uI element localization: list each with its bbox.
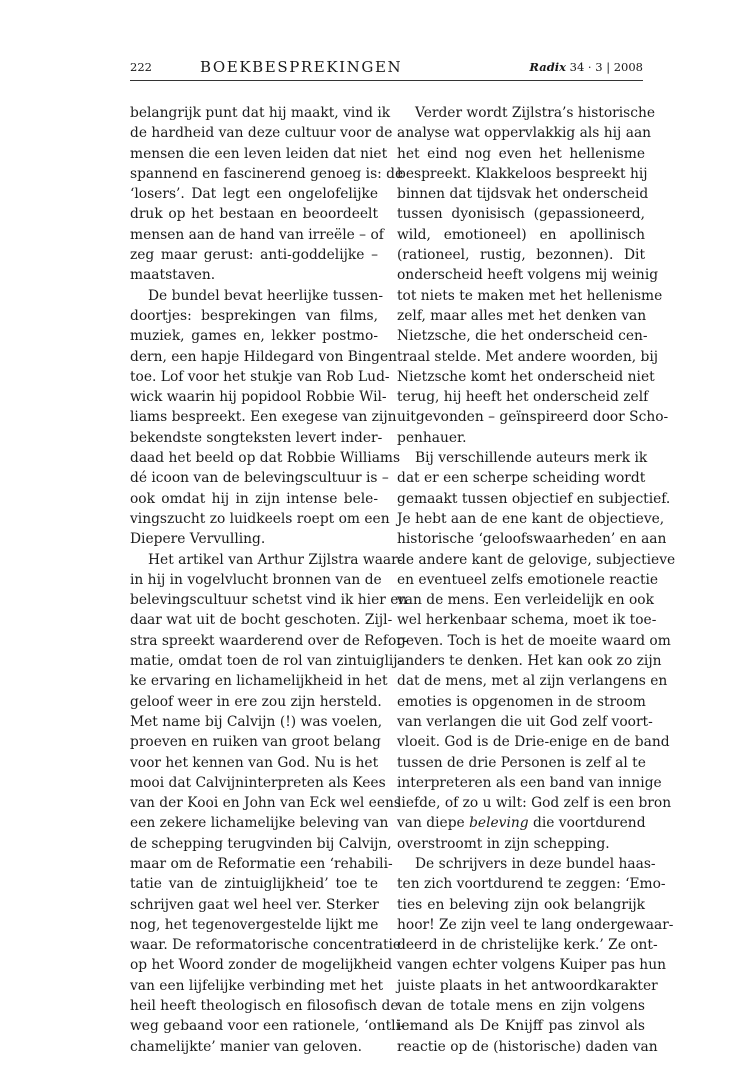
text-line: dat de mens, met al zijn verlangens en [397,673,668,690]
text-line: deerd in de christelijke kerk.’ Ze ont- [397,937,658,954]
text-line: liefde, of zo u wilt: God zelf is een bron [397,795,672,812]
text-line: tot niets te maken met het hellenisme [397,287,663,304]
text-line: een zekere lichamelijke beleving van [130,815,389,832]
text-line: dé icoon van de belevingscultuur is – [130,470,389,487]
text-line: muziek, games en, lekker postmo- [130,328,378,345]
text-line: heil heeft theologisch en filosofisch de [130,998,399,1015]
left-column [130,103,408,1057]
text-line: maar om de Reformatie een ‘rehabili- [130,855,393,872]
text-line: druk op het bestaan en beoordeelt [130,206,378,223]
running-header [130,58,643,81]
text-line: historische ‘geloofswaarheden’ en aan [397,531,667,548]
text-line: Verder wordt Zijlstra’s historische [415,105,655,121]
text-line: gemaakt tussen objectief en subjectief. [397,490,671,507]
text-line: Nietzsche, die het onderscheid cen- [397,328,648,345]
text-line: op het Woord zonder de mogelijkheid [130,957,393,974]
text-line: vingszucht zo luidkeels roept om een [130,510,390,527]
text-line: zeg maar gerust: anti-goddelijke – [130,247,378,264]
text-line: van verlangen die uit God zelf voort- [397,713,653,730]
section-title: BOEKBESPREKINGEN [200,58,403,76]
text-line: liams bespreekt. Een exegese van zijn [130,409,397,426]
emphasized-word: beleving [469,815,529,832]
text-line: vloeit. God is de Drie-enige en de band [397,734,670,751]
text-line: geloof weer in ere zou zijn hersteld. [130,693,382,710]
text-line: geven. Toch is het de moeite waard om [397,632,671,649]
text-line: ‘losers’. Dat legt een ongelofelijke [130,186,378,203]
text-line: ten zich voortdurend te zeggen: ‘Emo- [397,876,666,893]
text-line: spannend en fascinerend genoeg is: de [130,165,404,182]
text-line: bekendste songteksten levert inder- [130,429,383,446]
text-line: Bij verschillende auteurs merk ik [415,450,648,467]
text-line: juiste plaats in het antwoordkarakter [397,977,658,994]
text-line: Nietzsche komt het onderscheid niet [397,368,655,385]
text-line: de schepping terugvinden bij Calvijn, [130,835,392,852]
text-line: matie, omdat toen de rol van zintuiglij- [130,653,403,670]
text-line: weg gebaand voor een rationele, ‘ontli- [130,1018,405,1035]
text-line: mensen die een leven leiden dat niet [130,145,388,162]
text-line: maatstaven. [130,267,216,284]
text-line: de hardheid van deze cultuur voor de [130,125,393,142]
text-line: toe. Lof voor het stukje van Rob Lud- [130,368,390,385]
text-line: binnen dat tijdsvak het onderscheid [397,186,649,203]
text-line: Je hebt aan de ene kant de objectieve, [397,510,665,527]
text-segment: van diepe [397,815,465,832]
text-line: mensen aan de hand van irreële – of [130,226,384,243]
text-line: en eventueel zelfs emotionele reactie [397,571,659,588]
text-segment: die voortdurend [532,815,646,832]
text-line: De bundel bevat heerlijke tussen- [148,287,384,304]
text-line: van der Kooi en John van Eck wel eens [130,795,401,812]
text-line: ook omdat hij in zijn intense bele- [130,490,378,507]
journal-citation [529,60,643,74]
text-line: de andere kant de gelovige, subjectieve [397,551,676,568]
text-line-with-emphasis [397,813,645,833]
journal-name: Radix [529,60,566,74]
text-line: penhauer. [397,429,467,446]
text-line: daad het beeld op dat Robbie Williams [130,450,401,467]
text-line: hoor! Ze zijn veel te lang ondergewaar- [397,916,674,933]
text-line: reactie op de (historische) daden van [397,1038,658,1055]
text-line: stra spreekt waarderend over de Refor- [130,632,408,649]
text-line: iemand als De Knijff pas zinvol als [397,1018,645,1035]
text-line: wild, emotioneel) en apollinisch [397,226,645,243]
text-line: tussen dyonisisch (gepassioneerd, [397,206,645,223]
text-line: wick waarin hij popidool Robbie Wil- [130,389,387,406]
text-line: traal stelde. Met andere woorden, bij [397,348,659,365]
text-line: nog, het tegenovergestelde lijkt me [130,916,379,933]
text-line: emoties is opgenomen in de stroom [397,693,646,710]
text-line: schrijven gaat wel heel ver. Sterker [130,896,379,913]
text-line: ke ervaring en lichamelijkheid in het [130,673,388,690]
text-line: ties en beleving zijn ook belangrijk [397,896,645,913]
text-line: bespreekt. Klakkeloos bespreekt hij [397,165,648,182]
text-line: van de mens. Een verleidelijk en ook [397,592,654,609]
text-line: onderscheid heeft volgens mij weinig [397,267,659,284]
page-number: 222 [130,60,152,74]
text-line: Met name bij Calvijn (!) was voelen, [130,713,383,730]
text-line: van een lijfelijke verbinding met het [130,977,384,994]
text-line: dern, een hapje Hildegard von Bingen [130,348,398,365]
text-line: overstroomt in zijn schepping. [397,835,610,852]
text-line: terug, hij heeft het onderscheid zelf [397,389,649,406]
text-line: voor het kennen van God. Nu is het [130,754,379,771]
text-line: doortjes: besprekingen van films, [130,307,378,324]
text-line: belevingscultuur schetst vind ik hier en [130,592,408,609]
text-line: tussen de drie Personen is zelf al te [397,754,646,771]
right-column [397,103,676,1057]
text-line: anders te denken. Het kan ook zo zijn [397,653,662,670]
text-line: Het artikel van Arthur Zijlstra waar- [148,551,403,568]
text-line: van de totale mens en zijn volgens [397,998,645,1015]
text-line: in hij in vogelvlucht bronnen van de [130,571,382,588]
journal-issue: 34 · 3 | 2008 [569,60,643,74]
text-line: proeven en ruiken van groot belang [130,734,381,751]
text-line: (rationeel, rustig, bezonnen). Dit [397,247,645,264]
text-line: chamelijkte’ manier van geloven. [130,1038,363,1055]
text-line: interpreteren als een band van innige [397,774,662,791]
text-line: De schrijvers in deze bundel haas- [415,855,656,872]
text-line: Diepere Vervulling. [130,531,266,548]
text-line: analyse wat oppervlakkig als hij aan [397,125,652,142]
text-line: belangrijk punt dat hij maakt, vind ik [130,105,391,121]
text-line: vangen echter volgens Kuiper pas hun [397,957,666,974]
text-line: daar wat uit de bocht geschoten. Zijl- [130,612,393,629]
text-line: dat er een scherpe scheiding wordt [397,470,646,487]
text-line: uitgevonden – geïnspireerd door Scho- [397,409,669,426]
text-line: waar. De reformatorische concentratie [130,937,402,954]
text-line: mooi dat Calvijninterpreten als Kees [130,774,386,791]
text-line: zelf, maar alles met het denken van [397,307,647,324]
text-line: het eind nog even het hellenisme [397,145,645,162]
text-line: wel herkenbaar schema, moet ik toe- [397,612,657,629]
text-line: tatie van de zintuiglijkheid’ toe te [130,876,378,893]
